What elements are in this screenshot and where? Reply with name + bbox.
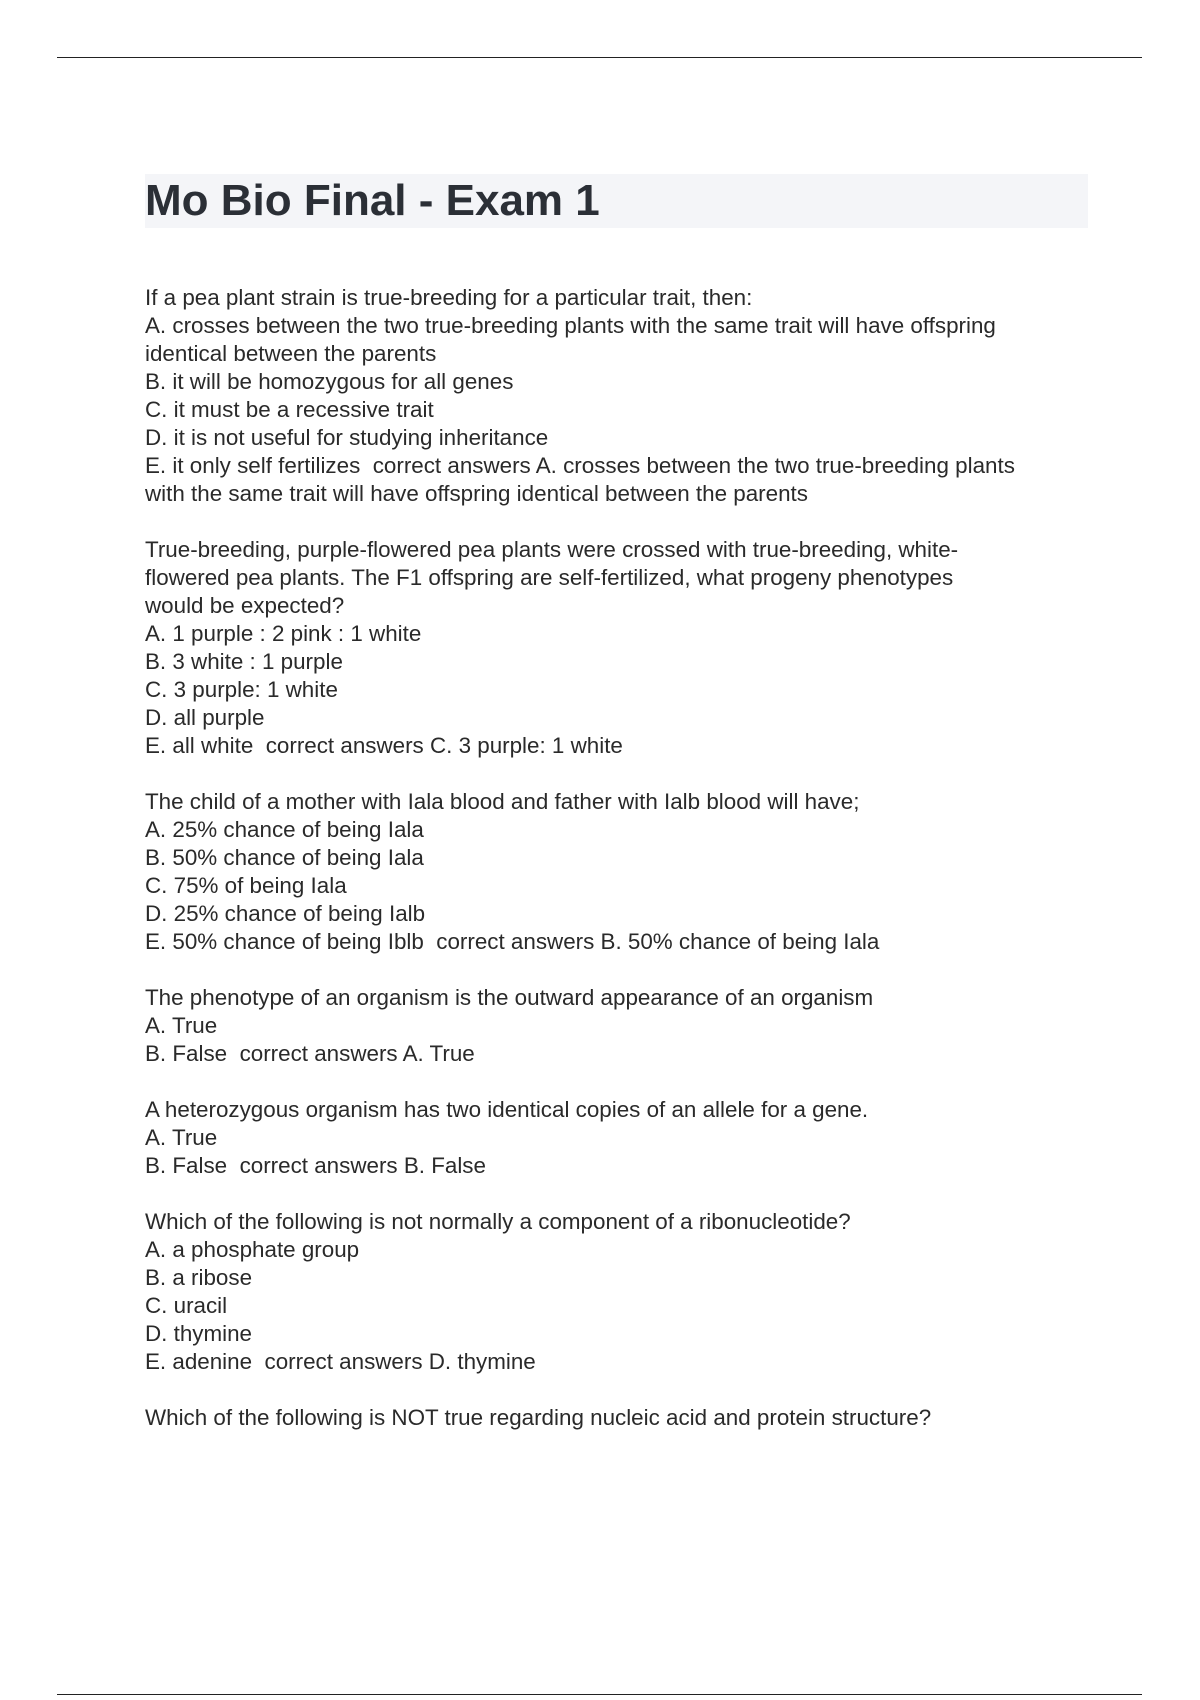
question-block <box>145 1096 1095 1180</box>
question-list <box>145 284 1095 1460</box>
question-block <box>145 284 1095 508</box>
answer-option: A. crosses between the two true-breeding plants with the same trait will have offspring <box>145 313 996 338</box>
answer-option: B. 3 white : 1 purple <box>145 649 343 674</box>
question-block <box>145 1208 1095 1376</box>
answer-option: D. thymine <box>145 1321 253 1346</box>
answer-option: A. True <box>145 1125 218 1150</box>
answer-option-with-correct-answer: E. it only self fertilizes correct answers A. crosses between the two true-breeding plants <box>145 453 1015 478</box>
answer-option-with-correct-answer: B. False correct answers A. True <box>145 1041 475 1066</box>
correct-answer-continued: with the same trait will have offspring identical between the parents <box>145 481 808 506</box>
question-text: The phenotype of an organism is the outward appearance of an organism <box>145 985 874 1010</box>
answer-option-with-correct-answer: E. 50% chance of being Iblb correct answers B. 50% chance of being Iala <box>145 929 880 954</box>
question-text: The child of a mother with Iala blood and father with Ialb blood will have; <box>145 789 860 814</box>
answer-option: A. 1 purple : 2 pink : 1 white <box>145 621 422 646</box>
answer-option: A. True <box>145 1013 218 1038</box>
question-block <box>145 1404 1095 1432</box>
question-text: Which of the following is NOT true regarding nucleic acid and protein structure? <box>145 1405 932 1430</box>
question-text-continued: flowered pea plants. The F1 offspring are self-fertilized, what progeny phenotypes <box>145 565 954 590</box>
answer-option: D. it is not useful for studying inheritance <box>145 425 549 450</box>
question-text: If a pea plant strain is true-breeding for a particular trait, then: <box>145 285 753 310</box>
answer-option-continued: identical between the parents <box>145 341 437 366</box>
answer-option-with-correct-answer: B. False correct answers B. False <box>145 1153 486 1178</box>
question-text: True-breeding, purple-flowered pea plants were crossed with true-breeding, white- <box>145 537 959 562</box>
question-text: Which of the following is not normally a component of a ribonucleotide? <box>145 1209 851 1234</box>
header-rule <box>57 57 1142 58</box>
answer-option: D. all purple <box>145 705 265 730</box>
answer-option: C. uracil <box>145 1293 228 1318</box>
answer-option: A. a phosphate group <box>145 1237 360 1262</box>
question-block <box>145 536 1095 760</box>
answer-option: B. it will be homozygous for all genes <box>145 369 514 394</box>
answer-option: B. 50% chance of being Iala <box>145 845 424 870</box>
answer-option: C. 3 purple: 1 white <box>145 677 338 702</box>
answer-option: B. a ribose <box>145 1265 253 1290</box>
question-block <box>145 788 1095 956</box>
document-title: Mo Bio Final - Exam 1 <box>145 176 600 225</box>
question-block <box>145 984 1095 1068</box>
answer-option-with-correct-answer: E. all white correct answers C. 3 purple: 1 white <box>145 733 623 758</box>
answer-option: A. 25% chance of being Iala <box>145 817 424 842</box>
question-text-continued: would be expected? <box>145 593 345 618</box>
answer-option: C. 75% of being Iala <box>145 873 347 898</box>
footer-rule <box>57 1694 1142 1695</box>
question-text: A heterozygous organism has two identical copies of an allele for a gene. <box>145 1097 869 1122</box>
answer-option-with-correct-answer: E. adenine correct answers D. thymine <box>145 1349 536 1374</box>
answer-option: C. it must be a recessive trait <box>145 397 434 422</box>
answer-option: D. 25% chance of being Ialb <box>145 901 426 926</box>
